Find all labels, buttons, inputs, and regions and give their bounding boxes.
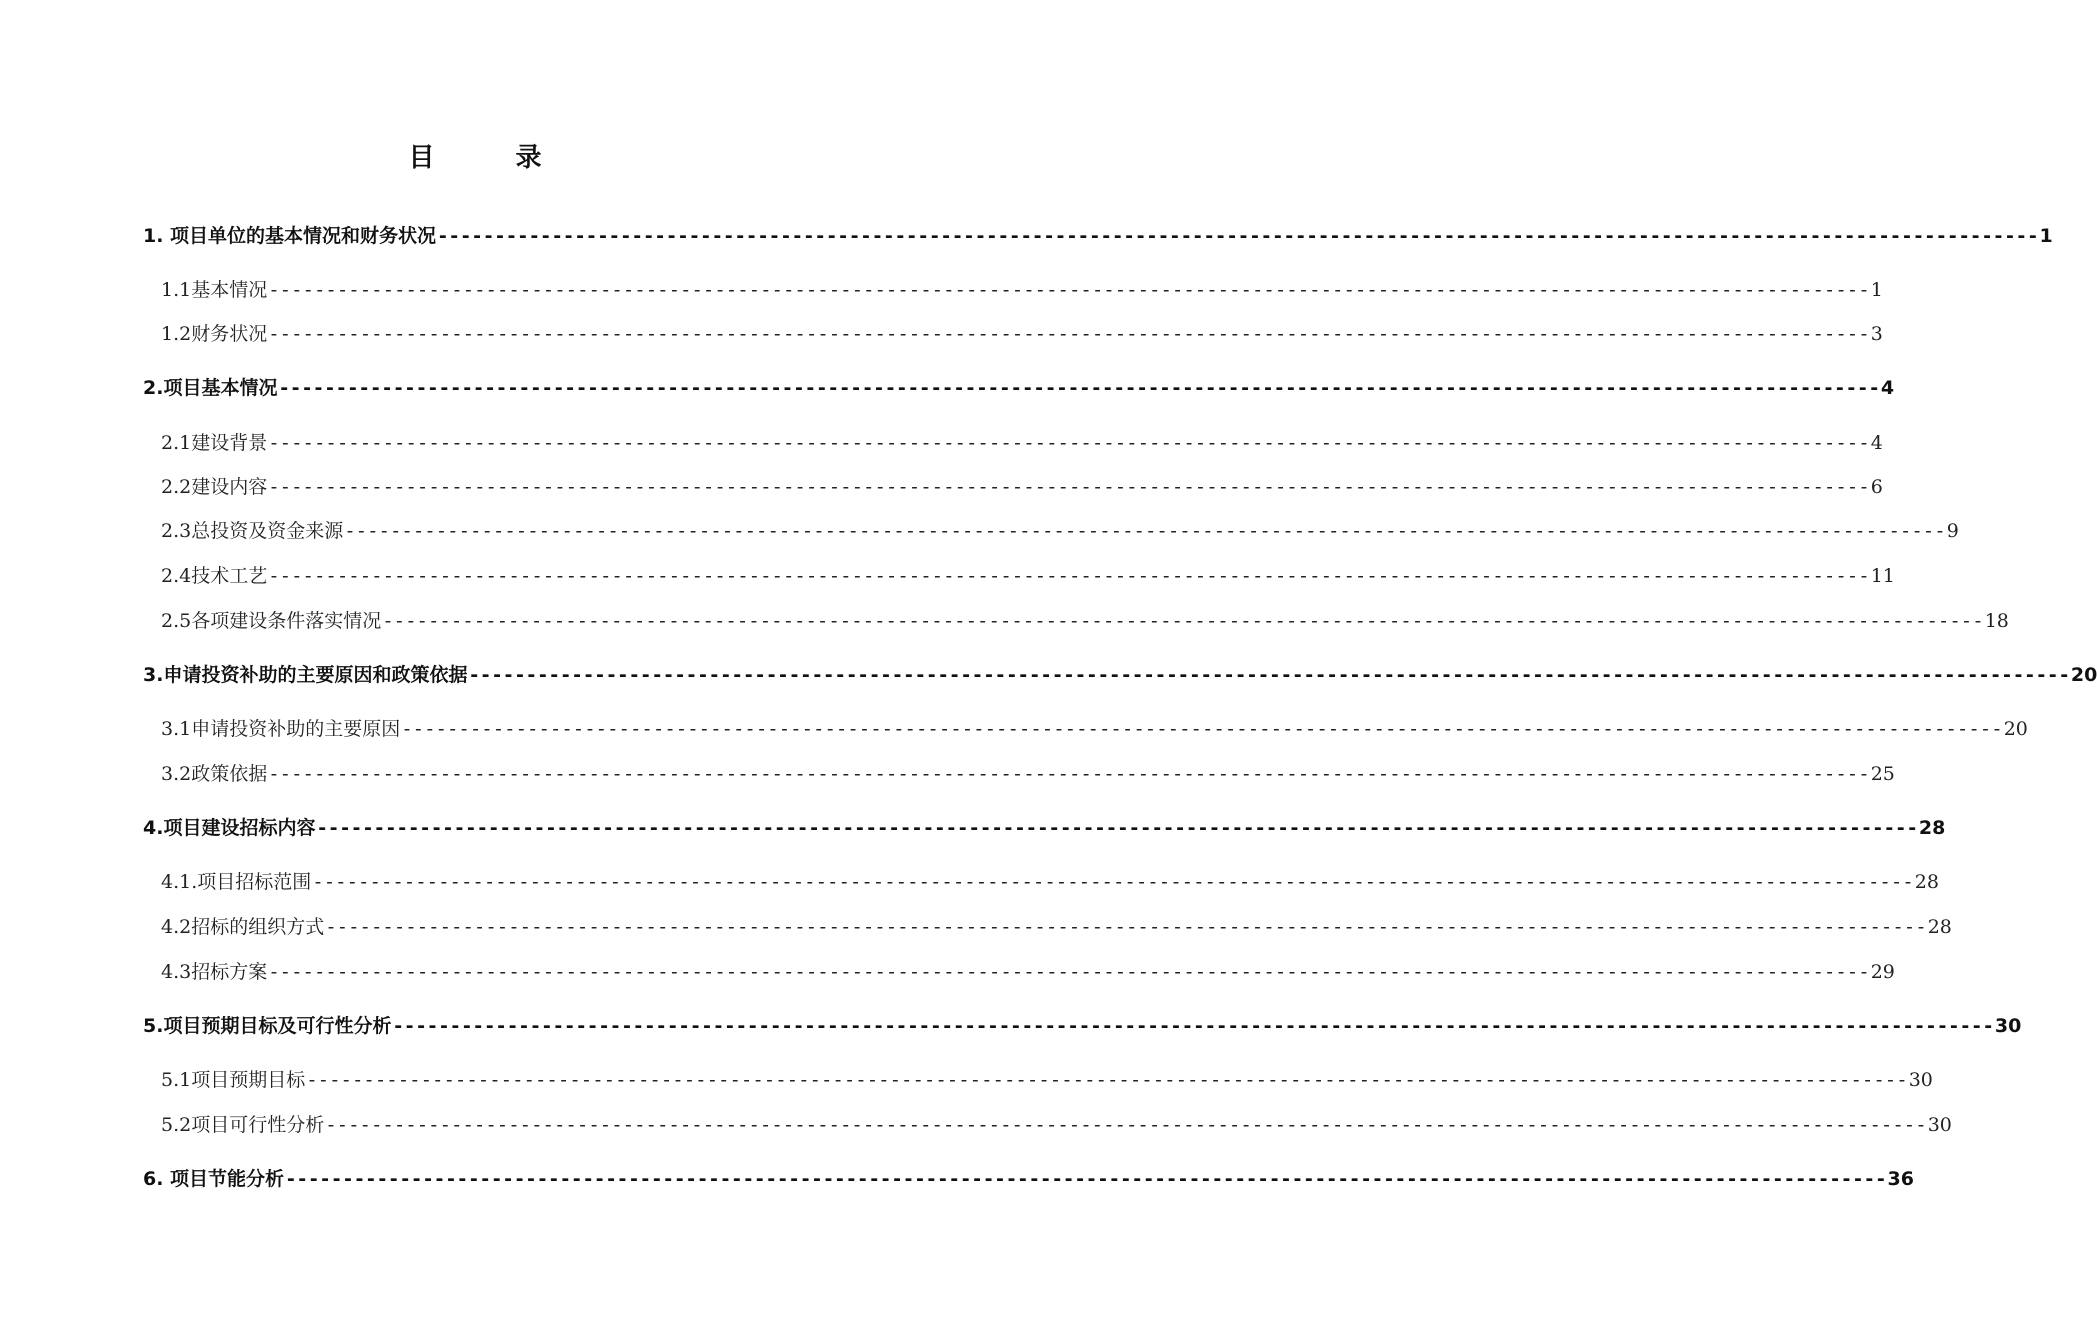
- toc-entry-section-2[interactable]: [143, 374, 1895, 402]
- toc-page-number: 6: [1870, 476, 1883, 498]
- toc-entry-section-5[interactable]: [143, 1012, 2022, 1040]
- toc-dot-leader: --------------------------------------------------------------------------------------------------------------------------------------------: [437, 225, 2039, 247]
- toc-entry-label: 2.4技术工艺: [161, 565, 268, 587]
- toc-page-number: 20: [2003, 718, 2028, 740]
- toc-entry-label: 5.项目预期目标及可行性分析: [143, 1015, 392, 1037]
- toc-entry-label: 3.申请投资补助的主要原因和政策依据: [143, 664, 468, 686]
- toc-entry-section-3[interactable]: [143, 661, 2097, 689]
- toc-page-number: 20: [2070, 664, 2097, 686]
- toc-entry-2-4[interactable]: [161, 562, 1895, 590]
- toc-dot-leader: --------------------------------------------------------------------------------------------------------------------------------------------: [285, 1168, 1887, 1190]
- toc-entry-1-1[interactable]: [161, 276, 1883, 304]
- toc-dot-leader: --------------------------------------------------------------------------------------------------------------------------------------------: [268, 279, 1870, 301]
- toc-entry-label: 1.2财务状况: [161, 323, 268, 345]
- page-title: 目 录: [408, 143, 578, 173]
- toc-entry-4-2[interactable]: [161, 913, 1952, 941]
- toc-page-number: 30: [1927, 1114, 1952, 1136]
- toc-dot-leader: --------------------------------------------------------------------------------------------------------------------------------------------: [401, 718, 2003, 740]
- toc-entry-3-2[interactable]: [161, 760, 1895, 788]
- toc-entry-5-1[interactable]: [161, 1066, 1933, 1094]
- toc-page-number: 9: [1946, 520, 1959, 542]
- toc-entry-section-1[interactable]: [143, 222, 2053, 250]
- toc-entry-label: 2.1建设背景: [161, 432, 268, 454]
- toc-entry-label: 3.1申请投资补助的主要原因: [161, 718, 401, 740]
- toc-page-number: 3: [1870, 323, 1883, 345]
- toc-page-number: 18: [1984, 610, 2009, 632]
- toc-entry-label: 3.2政策依据: [161, 763, 268, 785]
- toc-dot-leader: --------------------------------------------------------------------------------------------------------------------------------------------: [316, 817, 1918, 839]
- toc-page-number: 28: [1918, 817, 1946, 839]
- toc-entry-5-2[interactable]: [161, 1111, 1952, 1139]
- toc-dot-leader: --------------------------------------------------------------------------------------------------------------------------------------------: [306, 1069, 1908, 1091]
- toc-page-number: 28: [1927, 916, 1952, 938]
- toc-dot-leader: --------------------------------------------------------------------------------------------------------------------------------------------: [382, 610, 1984, 632]
- toc-page-number: 36: [1887, 1168, 1914, 1190]
- toc-entry-label: 2.5各项建设条件落实情况: [161, 610, 382, 632]
- toc-page-number: 25: [1870, 763, 1895, 785]
- toc-entry-label: 1.1基本情况: [161, 279, 268, 301]
- toc-entry-label: 4.1.项目招标范围: [161, 871, 312, 893]
- toc-entry-label: 2.2建设内容: [161, 476, 268, 498]
- toc-dot-leader: --------------------------------------------------------------------------------------------------------------------------------------------: [344, 520, 1946, 542]
- toc-entry-label: 4.2招标的组织方式: [161, 916, 325, 938]
- toc-entry-2-2[interactable]: [161, 473, 1883, 501]
- toc-dot-leader: --------------------------------------------------------------------------------------------------------------------------------------------: [268, 432, 1870, 454]
- toc-page-number: 11: [1870, 565, 1895, 587]
- toc-entry-label: 5.1项目预期目标: [161, 1069, 306, 1091]
- toc-page-number: 28: [1914, 871, 1939, 893]
- toc-dot-leader: --------------------------------------------------------------------------------------------------------------------------------------------: [468, 664, 2070, 686]
- toc-entry-label: 2.项目基本情况: [143, 377, 278, 399]
- toc-entry-section-6[interactable]: [143, 1165, 1914, 1193]
- toc-dot-leader: --------------------------------------------------------------------------------------------------------------------------------------------: [268, 565, 1870, 587]
- toc-dot-leader: --------------------------------------------------------------------------------------------------------------------------------------------: [392, 1015, 1994, 1037]
- toc-page-number: 1: [1870, 279, 1883, 301]
- toc-entry-label: 1. 项目单位的基本情况和财务状况: [143, 225, 437, 247]
- toc-entry-3-1[interactable]: [161, 715, 2028, 743]
- toc-entry-label: 5.2项目可行性分析: [161, 1114, 325, 1136]
- toc-entry-4-1[interactable]: [161, 868, 1939, 896]
- toc-entry-label: 4.3招标方案: [161, 961, 268, 983]
- toc-entry-label: 2.3总投资及资金来源: [161, 520, 344, 542]
- toc-page-number: 4: [1870, 432, 1883, 454]
- toc-page-number: 30: [1994, 1015, 2022, 1037]
- toc-entry-4-3[interactable]: [161, 958, 1895, 986]
- toc-page-number: 4: [1880, 377, 1895, 399]
- toc-dot-leader: --------------------------------------------------------------------------------------------------------------------------------------------: [325, 1114, 1927, 1136]
- toc-page-number: 1: [2039, 225, 2053, 247]
- toc-dot-leader: --------------------------------------------------------------------------------------------------------------------------------------------: [312, 871, 1914, 893]
- toc-dot-leader: --------------------------------------------------------------------------------------------------------------------------------------------: [268, 476, 1870, 498]
- toc-dot-leader: --------------------------------------------------------------------------------------------------------------------------------------------: [268, 763, 1870, 785]
- toc-entry-label: 6. 项目节能分析: [143, 1168, 285, 1190]
- toc-dot-leader: --------------------------------------------------------------------------------------------------------------------------------------------: [268, 961, 1870, 983]
- toc-entry-section-4[interactable]: [143, 814, 1946, 842]
- toc-page-number: 29: [1870, 961, 1895, 983]
- toc-entry-label: 4.项目建设招标内容: [143, 817, 316, 839]
- toc-dot-leader: --------------------------------------------------------------------------------------------------------------------------------------------: [268, 323, 1870, 345]
- toc-entry-1-2[interactable]: [161, 320, 1883, 348]
- toc-entry-2-1[interactable]: [161, 429, 1883, 457]
- toc-dot-leader: --------------------------------------------------------------------------------------------------------------------------------------------: [278, 377, 1880, 399]
- toc-dot-leader: --------------------------------------------------------------------------------------------------------------------------------------------: [325, 916, 1927, 938]
- toc-page-number: 30: [1908, 1069, 1933, 1091]
- toc-entry-2-3[interactable]: [161, 517, 1959, 545]
- toc-entry-2-5[interactable]: [161, 607, 2009, 635]
